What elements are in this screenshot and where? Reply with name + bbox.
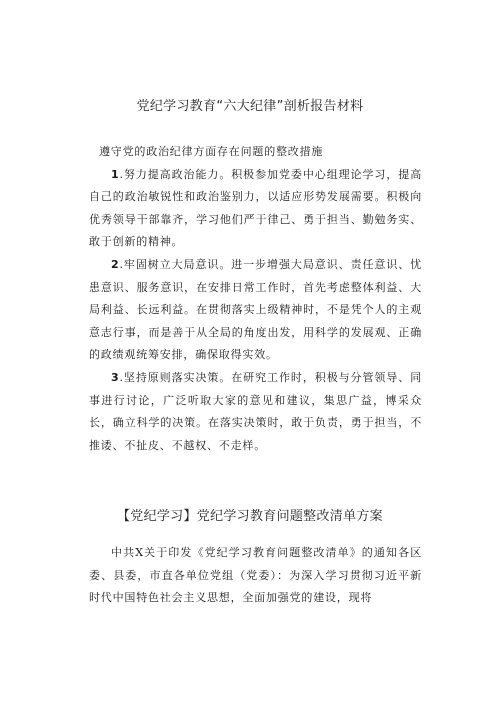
item-number: 1 xyxy=(111,167,120,181)
section-heading: 遵守党的政治纪律方面存在问题的整改措施 xyxy=(99,145,324,158)
second-document-title: 【党纪学习】党纪学习教育问题整改清单方案 xyxy=(116,509,383,524)
rectification-section xyxy=(89,141,422,457)
measure-item-3 xyxy=(89,367,422,457)
notice-paragraph: 中共X关于印发《党纪学习教育问题整改清单》的通知各区委、县委，市直各单位党组（党委）：为深入学习贯彻习近平新时代中国特色社会主义思想，全面加强党的建设，现将 xyxy=(89,546,422,605)
item-text: .牢固树立大局意识。进一步增强大局意识、责任意识、忧患意识、服务意识，在安排日常工作时，首先考虑整体利益、大局利益、长远利益。在贯彻落实上级精神时，不是凭个人的主观意志行事，而是善于从全局的角度出发，用科学的发展观、正确的政绩观统筹安排，确保取得实效。 xyxy=(89,257,422,362)
measure-item-2 xyxy=(89,254,422,367)
item-number: 2 xyxy=(111,257,120,271)
item-number: 3 xyxy=(111,370,120,384)
notice-section xyxy=(89,542,422,610)
document-title: 党纪学习教育“六大纪律”剖析报告材料 xyxy=(136,99,364,114)
item-text: .努力提高政治能力。积极参加党委中心组理论学习，提高自己的政治敏锐性和政治鉴别力，以适应形势发展需要。积极向优秀领导干部靠齐，学习他们严于律己、勇于担当、勤勉务实、敢于创新的精神。 xyxy=(89,167,422,249)
item-text: .坚持原则落实决策。在研究工作时，积极与分管领导、同事进行讨论，广泛听取大家的意见和建议，集思广益，博采众长，确立科学的决策。在落实决策时，敢于负责，勇于担当，不推诿、不扯皮、不越权、不走样。 xyxy=(89,370,422,452)
measure-item-1 xyxy=(89,164,422,254)
